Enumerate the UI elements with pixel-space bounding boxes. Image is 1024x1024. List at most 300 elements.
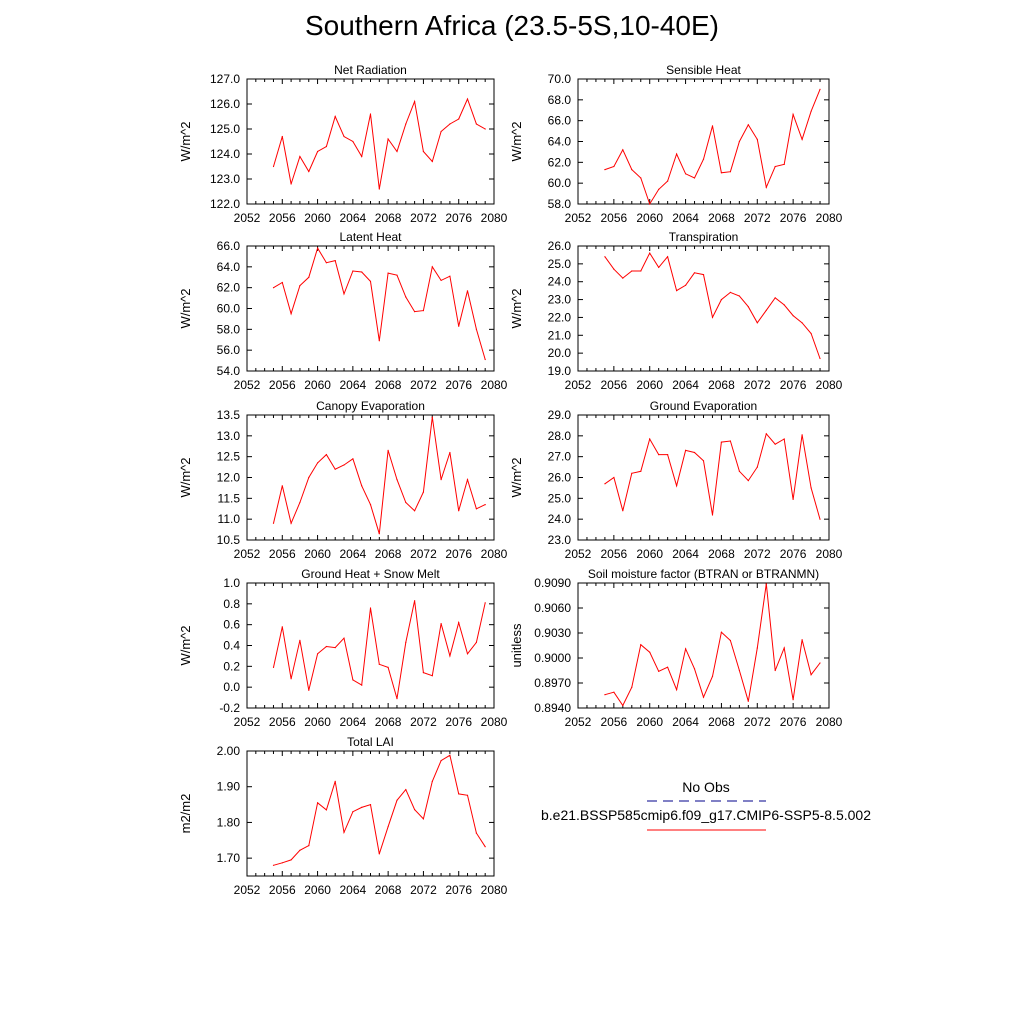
y-axis-label: unitless	[509, 623, 524, 668]
y-tick-label: 0.8970	[534, 676, 571, 690]
data-point	[467, 795, 468, 796]
y-tick-label: 23.0	[547, 292, 571, 307]
data-point	[811, 674, 812, 675]
data-point	[485, 504, 486, 505]
x-tick-label: 2056	[268, 883, 296, 897]
data-point	[622, 705, 623, 706]
data-point	[757, 139, 758, 140]
data-point	[396, 800, 397, 801]
data-point	[640, 270, 641, 271]
plot-frame	[578, 415, 829, 540]
data-point	[721, 299, 722, 300]
x-tick-label: 2056	[600, 211, 628, 225]
y-tick-label: 66.0	[216, 239, 240, 253]
data-point	[432, 781, 433, 782]
y-tick-label: 0.9000	[534, 651, 571, 665]
data-point	[441, 623, 442, 624]
data-point	[370, 804, 371, 805]
data-point	[414, 809, 415, 810]
series-line	[605, 584, 820, 706]
data-point	[476, 329, 477, 330]
data-point	[458, 793, 459, 794]
data-point	[291, 859, 292, 860]
data-point	[405, 789, 406, 790]
y-tick-label: 24.0	[547, 274, 571, 289]
data-point	[757, 647, 758, 648]
data-point	[793, 499, 794, 500]
panel-title: Net Radiation	[334, 63, 407, 77]
data-point	[703, 274, 704, 275]
data-point	[640, 644, 641, 645]
data-point	[658, 189, 659, 190]
x-tick-label: 2068	[374, 378, 402, 392]
data-point	[811, 333, 812, 334]
y-tick-label: 0.2	[223, 659, 240, 674]
data-point	[299, 502, 300, 503]
data-point	[370, 281, 371, 282]
data-point	[282, 282, 283, 283]
data-point	[343, 464, 344, 465]
series-line	[274, 755, 486, 865]
data-point	[352, 270, 353, 271]
data-point	[361, 685, 362, 686]
data-point	[326, 646, 327, 647]
data-point	[370, 113, 371, 114]
x-tick-label: 2080	[815, 715, 843, 729]
data-point	[649, 253, 650, 254]
data-point	[485, 128, 486, 129]
data-point	[467, 290, 468, 291]
data-point	[388, 273, 389, 274]
y-tick-label: 0.8	[223, 596, 240, 611]
x-tick-label: 2060	[636, 547, 664, 561]
x-tick-label: 2060	[304, 883, 331, 897]
y-tick-label: 1.90	[216, 779, 240, 794]
series-line	[274, 417, 486, 534]
data-point	[361, 271, 362, 272]
data-point	[811, 487, 812, 488]
data-point	[485, 359, 486, 360]
x-tick-label: 2064	[339, 715, 367, 729]
data-point	[802, 639, 803, 640]
x-tick-label: 2052	[233, 715, 261, 729]
y-axis-label: W/m^2	[178, 288, 193, 329]
x-tick-label: 2060	[304, 715, 331, 729]
data-point	[308, 277, 309, 278]
data-point	[361, 807, 362, 808]
y-tick-label: 1.70	[216, 851, 240, 866]
data-point	[721, 632, 722, 633]
data-point	[449, 276, 450, 277]
y-tick-label: 26.0	[547, 470, 571, 485]
x-tick-label: 2056	[268, 378, 296, 392]
y-tick-label: 64.0	[216, 259, 240, 274]
data-point	[379, 340, 380, 341]
x-tick-label: 2068	[708, 547, 735, 561]
x-tick-label: 2068	[374, 547, 402, 561]
x-tick-label: 2076	[779, 378, 807, 392]
data-point	[317, 462, 318, 463]
y-axis-label: W/m^2	[178, 625, 193, 666]
data-point	[343, 832, 344, 833]
x-tick-label: 2068	[374, 715, 402, 729]
data-point	[485, 846, 486, 847]
data-point	[775, 670, 776, 671]
data-point	[343, 638, 344, 639]
data-point	[649, 438, 650, 439]
y-tick-label: 62.0	[216, 280, 240, 295]
data-point	[676, 153, 677, 154]
data-point	[423, 672, 424, 673]
data-point	[423, 151, 424, 152]
data-point	[631, 169, 632, 170]
data-point	[396, 698, 397, 699]
x-tick-label: 2080	[480, 547, 508, 561]
data-point	[640, 471, 641, 472]
x-tick-label: 2064	[672, 715, 699, 729]
x-tick-label: 2076	[445, 883, 473, 897]
data-point	[441, 280, 442, 281]
plot-frame	[247, 751, 494, 876]
x-tick-label: 2072	[410, 211, 437, 225]
data-point	[604, 694, 605, 695]
data-point	[449, 123, 450, 124]
plot-frame	[578, 246, 829, 371]
data-point	[432, 675, 433, 676]
data-point	[819, 89, 820, 90]
x-tick-label: 2068	[374, 883, 402, 897]
y-tick-label: 25.0	[547, 256, 571, 271]
y-tick-label: 56.0	[216, 343, 240, 358]
data-point	[667, 454, 668, 455]
data-point	[273, 287, 274, 288]
y-tick-label: 64.0	[547, 134, 571, 149]
data-point	[388, 450, 389, 451]
data-point	[739, 295, 740, 296]
data-point	[432, 266, 433, 267]
y-tick-label: 122.0	[209, 197, 240, 211]
panel-title: Canopy Evaporation	[316, 399, 425, 413]
x-tick-label: 2060	[636, 715, 664, 729]
data-point	[775, 166, 776, 167]
data-point	[784, 438, 785, 439]
x-tick-label: 2056	[268, 547, 296, 561]
panel-ground-evaporation	[509, 399, 843, 561]
data-point	[685, 648, 686, 649]
y-tick-label: -0.2	[219, 701, 240, 715]
x-tick-label: 2064	[672, 547, 699, 561]
x-tick-label: 2072	[743, 715, 771, 729]
y-tick-label: 27.0	[547, 449, 571, 464]
data-point	[712, 125, 713, 126]
x-tick-label: 2080	[480, 883, 508, 897]
x-tick-label: 2060	[304, 211, 331, 225]
series-line	[274, 601, 486, 699]
y-tick-label: 26.0	[547, 239, 571, 253]
data-point	[721, 442, 722, 443]
data-point	[388, 826, 389, 827]
x-tick-label: 2060	[304, 378, 331, 392]
x-tick-label: 2052	[233, 211, 261, 225]
y-tick-label: 21.0	[547, 328, 571, 343]
data-point	[622, 278, 623, 279]
data-point	[379, 533, 380, 534]
x-tick-label: 2068	[708, 715, 735, 729]
data-point	[667, 181, 668, 182]
data-point	[370, 504, 371, 505]
data-point	[326, 809, 327, 810]
data-point	[273, 523, 274, 524]
data-point	[299, 640, 300, 641]
x-tick-label: 2080	[815, 211, 843, 225]
y-tick-label: 10.5	[216, 533, 240, 547]
panel-title: Ground Evaporation	[649, 399, 758, 413]
x-tick-label: 2052	[564, 547, 592, 561]
x-tick-label: 2052	[564, 715, 592, 729]
series-line	[605, 253, 820, 358]
x-tick-label: 2060	[636, 211, 664, 225]
data-point	[299, 156, 300, 157]
panel-soil-moisture-factor-btran-or-btranmn	[509, 567, 843, 729]
y-tick-label: 0.9090	[534, 576, 571, 590]
data-point	[658, 267, 659, 268]
data-point	[405, 642, 406, 643]
y-tick-label: 0.9030	[534, 626, 571, 640]
data-point	[317, 802, 318, 803]
data-point	[388, 667, 389, 668]
data-point	[676, 290, 677, 291]
data-point	[352, 811, 353, 812]
data-point	[622, 510, 623, 511]
data-point	[352, 458, 353, 459]
x-tick-label: 2076	[445, 211, 473, 225]
data-point	[604, 256, 605, 257]
x-tick-label: 2076	[779, 211, 807, 225]
series-line	[605, 89, 820, 204]
data-point	[308, 477, 309, 478]
data-point	[458, 510, 459, 511]
data-point	[317, 653, 318, 654]
data-point	[326, 454, 327, 455]
data-point	[748, 306, 749, 307]
data-point	[273, 166, 274, 167]
data-point	[739, 471, 740, 472]
data-point	[748, 480, 749, 481]
x-tick-label: 2076	[445, 715, 473, 729]
y-tick-label: 12.5	[216, 449, 240, 464]
data-point	[476, 508, 477, 509]
data-point	[335, 116, 336, 117]
data-point	[694, 272, 695, 273]
legend-label-case: b.e21.BSSP585cmip6.f09_g17.CMIP6-SSP5-8.5.002	[541, 807, 871, 823]
y-tick-label: 22.0	[547, 310, 571, 325]
y-tick-label: 0.9060	[534, 601, 571, 615]
panel-ground-heat-snow-melt	[178, 567, 508, 729]
x-tick-label: 2072	[410, 715, 437, 729]
data-point	[694, 452, 695, 453]
data-point	[405, 502, 406, 503]
data-point	[343, 293, 344, 294]
data-point	[396, 151, 397, 152]
data-point	[613, 692, 614, 693]
x-tick-label: 2056	[600, 547, 628, 561]
data-point	[423, 492, 424, 493]
data-point	[379, 188, 380, 189]
data-point	[622, 149, 623, 150]
data-point	[317, 248, 318, 249]
y-tick-label: 68.0	[547, 92, 571, 107]
data-point	[361, 485, 362, 486]
data-point	[282, 862, 283, 863]
panel-title: Ground Heat + Snow Melt	[301, 567, 440, 581]
data-point	[730, 640, 731, 641]
legend-label-no-obs: No Obs	[682, 779, 730, 795]
data-point	[441, 760, 442, 761]
x-tick-label: 2052	[564, 211, 592, 225]
data-point	[819, 358, 820, 359]
data-point	[739, 141, 740, 142]
x-tick-label: 2072	[410, 547, 437, 561]
data-point	[388, 138, 389, 139]
y-tick-label: 11.0	[217, 512, 240, 527]
data-point	[703, 159, 704, 160]
y-tick-label: 13.5	[216, 408, 240, 422]
panel-net-radiation	[178, 63, 508, 225]
data-point	[694, 668, 695, 669]
data-point	[441, 479, 442, 480]
x-tick-label: 2056	[268, 715, 296, 729]
data-point	[282, 136, 283, 137]
data-point	[748, 701, 749, 702]
data-point	[335, 647, 336, 648]
x-tick-label: 2052	[233, 378, 261, 392]
data-point	[766, 433, 767, 434]
x-tick-label: 2080	[815, 378, 843, 392]
data-point	[335, 781, 336, 782]
x-tick-label: 2056	[600, 378, 628, 392]
data-point	[739, 670, 740, 671]
y-axis-label: W/m^2	[509, 457, 524, 498]
data-point	[721, 172, 722, 173]
data-point	[676, 485, 677, 486]
data-point	[802, 139, 803, 140]
x-tick-label: 2072	[410, 378, 437, 392]
x-tick-label: 2072	[410, 883, 437, 897]
data-point	[326, 262, 327, 263]
data-point	[819, 662, 820, 663]
data-point	[748, 124, 749, 125]
data-point	[784, 647, 785, 648]
data-point	[458, 622, 459, 623]
data-point	[467, 653, 468, 654]
y-tick-label: 0.0	[223, 680, 240, 695]
data-point	[308, 171, 309, 172]
data-point	[775, 297, 776, 298]
y-tick-label: 62.0	[547, 155, 571, 170]
x-tick-label: 2064	[339, 883, 367, 897]
x-tick-label: 2064	[672, 378, 699, 392]
y-tick-label: 124.0	[209, 147, 240, 161]
data-point	[449, 655, 450, 656]
data-point	[414, 510, 415, 511]
data-point	[649, 652, 650, 653]
data-point	[811, 111, 812, 112]
y-tick-label: 58.0	[216, 322, 240, 337]
plot-frame	[578, 79, 829, 204]
x-tick-label: 2076	[779, 715, 807, 729]
data-point	[379, 664, 380, 665]
data-point	[667, 256, 668, 257]
y-tick-label: 123.0	[209, 172, 240, 186]
series-line	[274, 248, 486, 359]
data-point	[308, 845, 309, 846]
data-point	[476, 833, 477, 834]
data-point	[604, 483, 605, 484]
x-tick-label: 2056	[268, 211, 296, 225]
data-point	[649, 203, 650, 204]
panel-title: Total LAI	[347, 735, 394, 749]
x-tick-label: 2052	[233, 547, 261, 561]
data-point	[703, 460, 704, 461]
data-point	[703, 697, 704, 698]
data-point	[299, 850, 300, 851]
x-tick-label: 2052	[564, 378, 592, 392]
x-tick-label: 2072	[743, 378, 771, 392]
data-point	[757, 322, 758, 323]
main-title: Southern Africa (23.5-5S,10-40E)	[304, 10, 719, 41]
y-tick-label: 54.0	[216, 364, 240, 378]
y-axis-label: m2/m2	[178, 793, 193, 834]
y-tick-label: 60.0	[547, 176, 571, 191]
x-tick-label: 2060	[304, 547, 331, 561]
y-tick-label: 19.0	[547, 364, 571, 378]
y-axis-label: W/m^2	[509, 288, 524, 329]
data-point	[784, 164, 785, 165]
y-tick-label: 20.0	[547, 346, 571, 361]
data-point	[685, 285, 686, 286]
data-point	[370, 607, 371, 608]
plot-frame	[247, 246, 494, 371]
y-tick-label: 126.0	[209, 97, 240, 111]
data-point	[712, 317, 713, 318]
data-point	[784, 304, 785, 305]
data-point	[730, 171, 731, 172]
x-tick-label: 2072	[743, 547, 771, 561]
data-point	[613, 269, 614, 270]
data-point	[793, 699, 794, 700]
data-point	[766, 310, 767, 311]
data-point	[423, 818, 424, 819]
data-point	[604, 169, 605, 170]
data-point	[405, 296, 406, 297]
data-point	[685, 173, 686, 174]
data-point	[343, 136, 344, 137]
y-tick-label: 58.0	[547, 197, 571, 211]
series-line	[274, 99, 486, 189]
panel-latent-heat	[178, 230, 508, 392]
y-tick-label: 1.80	[216, 815, 240, 830]
series-line	[605, 434, 820, 519]
data-point	[476, 642, 477, 643]
y-tick-label: 11.5	[217, 491, 240, 506]
plot-frame	[247, 583, 494, 708]
x-tick-label: 2068	[708, 211, 735, 225]
x-tick-label: 2072	[743, 211, 771, 225]
data-point	[352, 141, 353, 142]
panel-canopy-evaporation	[178, 399, 508, 561]
data-point	[291, 523, 292, 524]
data-point	[467, 98, 468, 99]
